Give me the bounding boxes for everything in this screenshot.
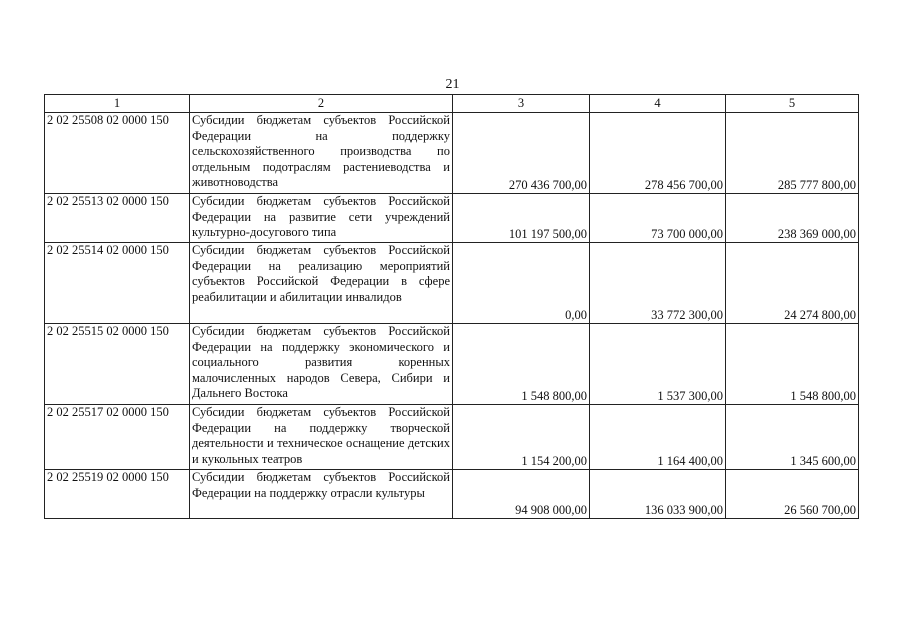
revenue-name: Субсидии бюджетам субъектов Российской Федерации на поддержку экономического и социального развития коренных малочисленных народов Севера, Сибири и Дальнего Востока	[190, 324, 453, 405]
column-header-name: 2	[190, 95, 453, 113]
revenue-name: Субсидии бюджетам субъектов Российской Федерации на развитие сети учреждений культурно-досугового типа	[190, 194, 453, 243]
table-row	[45, 194, 859, 243]
amount-value-3: 238 369 000,00	[726, 194, 859, 243]
amount-value-1: 101 197 500,00	[453, 194, 590, 243]
revenue-code: 2 02 25514 02 0000 150	[45, 243, 190, 324]
amount-value-1: 94 908 000,00	[453, 470, 590, 519]
column-header-value-1: 3	[453, 95, 590, 113]
revenue-code: 2 02 25515 02 0000 150	[45, 324, 190, 405]
revenue-code: 2 02 25519 02 0000 150	[45, 470, 190, 519]
table-row	[45, 324, 859, 405]
amount-value-1: 270 436 700,00	[453, 113, 590, 194]
table-row	[45, 470, 859, 519]
revenue-name: Субсидии бюджетам субъектов Российской Федерации на реализацию мероприятий субъектов Российской Федерации в сфере реабилитации и абилитации инвалидов	[190, 243, 453, 324]
table-row	[45, 113, 859, 194]
table-row	[45, 243, 859, 324]
amount-value-3: 26 560 700,00	[726, 470, 859, 519]
revenue-name: Субсидии бюджетам субъектов Российской Федерации на поддержку сельскохозяйственного производства по отдельным подотраслям растениеводства и животноводства	[190, 113, 453, 194]
amount-value-3: 285 777 800,00	[726, 113, 859, 194]
amount-value-1: 1 548 800,00	[453, 324, 590, 405]
amount-value-2: 33 772 300,00	[590, 243, 726, 324]
amount-value-2: 73 700 000,00	[590, 194, 726, 243]
column-header-value-3: 5	[726, 95, 859, 113]
revenue-code: 2 02 25517 02 0000 150	[45, 405, 190, 470]
revenue-name: Субсидии бюджетам субъектов Российской Федерации на поддержку отрасли культуры	[190, 470, 453, 519]
revenue-code: 2 02 25513 02 0000 150	[45, 194, 190, 243]
amount-value-2: 1 537 300,00	[590, 324, 726, 405]
amount-value-3: 1 345 600,00	[726, 405, 859, 470]
budget-table	[44, 94, 859, 519]
amount-value-1: 0,00	[453, 243, 590, 324]
column-number-row	[45, 95, 859, 113]
revenue-name: Субсидии бюджетам субъектов Российской Федерации на поддержку творческой деятельности и техническое оснащение детских и кукольных театров	[190, 405, 453, 470]
column-header-code: 1	[45, 95, 190, 113]
amount-value-2: 278 456 700,00	[590, 113, 726, 194]
revenue-code: 2 02 25508 02 0000 150	[45, 113, 190, 194]
amount-value-2: 136 033 900,00	[590, 470, 726, 519]
amount-value-3: 1 548 800,00	[726, 324, 859, 405]
table-row	[45, 405, 859, 470]
column-header-value-2: 4	[590, 95, 726, 113]
amount-value-2: 1 164 400,00	[590, 405, 726, 470]
page-number: 21	[445, 77, 460, 92]
amount-value-1: 1 154 200,00	[453, 405, 590, 470]
amount-value-3: 24 274 800,00	[726, 243, 859, 324]
